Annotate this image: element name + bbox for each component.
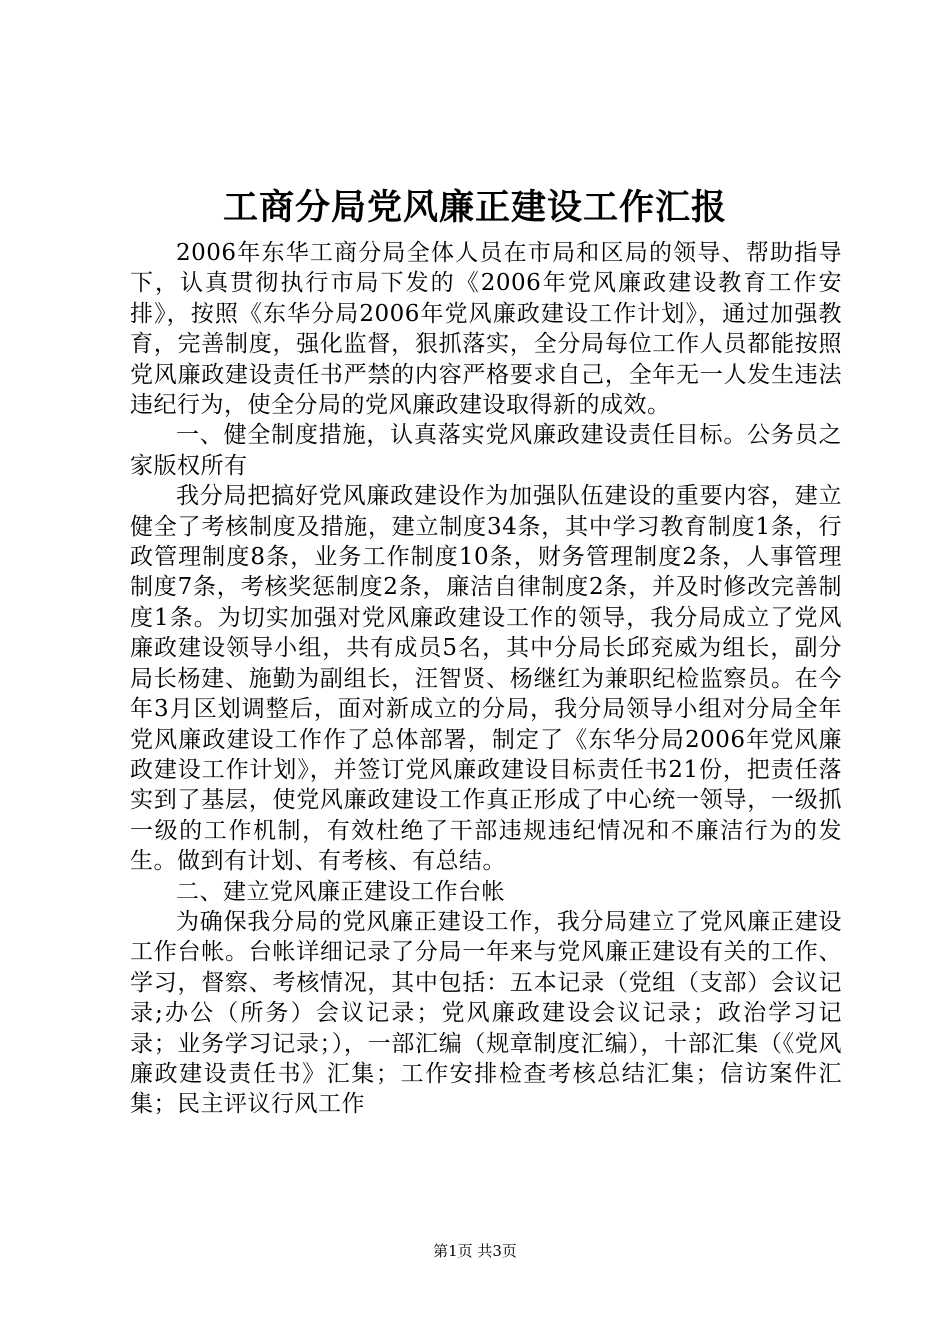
page-number-footer: 第1页 共3页 (433, 1242, 517, 1260)
paragraph-intro: 2006年东华工商分局全体人员在市局和区局的领导、帮助指导下，认真贯彻执行市局下发的《2006年党风廉政建设教育工作安排》，按照《东华分局2006年党风廉政建设工作计划》，通过加强教育，完善制度，强化监督，狠抓落实，全分局每位工作人员都能按照党风廉政建设责任书严禁的内容严格要求自己，全年无一人发生违法违纪行为，使全分局的党风廉政建设取得新的成效。 (130, 240, 842, 419)
paragraph-section-1: 我分局把搞好党风廉政建设作为加强队伍建设的重要内容，建立健全了考核制度及措施，建立制度34条，其中学习教育制度1条，行政管理制度8条，业务工作制度10条，财务管理制度2条，人事管理制度7条，考核奖惩制度2条，廉洁自律制度2条，并及时修改完善制度1条。为切实加强对党风廉政建设工作的领导，我分局成立了党风廉政建设领导小组，共有成员5名，其中分局长邱兖威为组长，副分局长杨建、施勤为副组长，汪智贤、杨继红为兼职纪检监察员。在今年3月区划调整后，面对新成立的分局，我分局领导小组对分局全年党风廉政建设工作作了总体部署，制定了《东华分局2006年党风廉政建设工作计划》，并签订党风廉政建设目标责任书21份，把责任落实到了基层，使党风廉政建设工作真正形成了中心统一领导，一级抓一级的工作机制，有效杜绝了干部违规违纪情况和不廉洁行为的发生。做到有计划、有考核、有总结。 (130, 483, 842, 875)
document-body (130, 238, 842, 1120)
section-heading-2: 二、建立党风廉正建设工作台帐 (176, 878, 505, 905)
page-title: 工商分局党风廉正建设工作汇报 (222, 187, 727, 228)
paragraph-section-2: 为确保我分局的党风廉正建设工作，我分局建立了党风廉正建设工作台帐。台帐详细记录了分局一年来与党风廉正建设有关的工作、学习，督察、考核情况，其中包括：五本记录（党组（支部）会议记录;办公（所务）会议记录；党风廉政建设会议记录；政治学习记录；业务学习记录；），一部汇编（规章制度汇编），十部汇集（《党风廉政建设责任书》汇集；工作安排检查考核总结汇集；信访案件汇集；民主评议行风工作 (130, 908, 842, 1118)
section-heading-1: 一、健全制度措施，认真落实党风廉政建设责任目标。公务员之家版权所有 (130, 422, 842, 479)
